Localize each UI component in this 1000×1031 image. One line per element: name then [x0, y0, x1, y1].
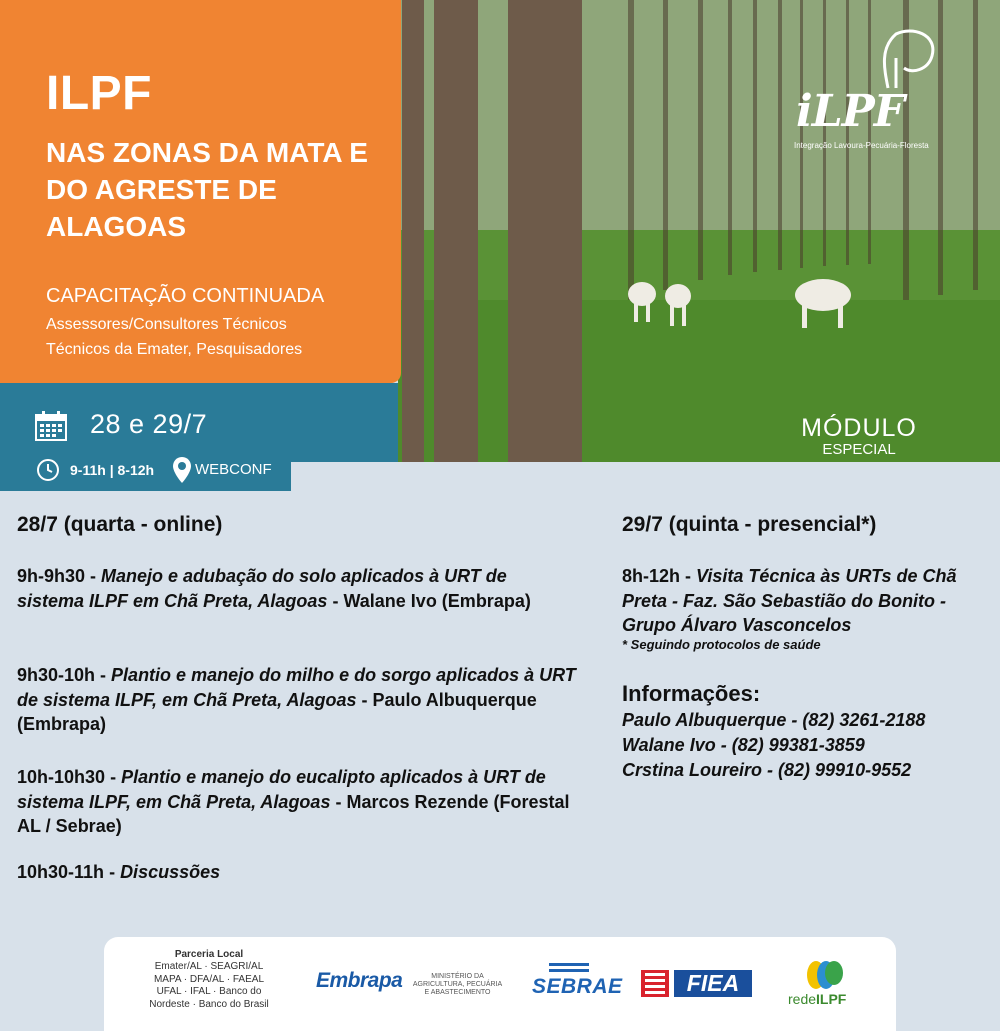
- session-time: 8h-12h: [622, 566, 681, 586]
- logo-word: iLPF: [796, 86, 904, 137]
- course-type: CAPACITAÇÃO CONTINUADA: [46, 285, 325, 307]
- session-topic: Discussões: [120, 862, 221, 882]
- module-label: [798, 414, 920, 458]
- fiea-mark-icon: [641, 970, 669, 997]
- location-pin-icon: [172, 456, 192, 484]
- page-subtitle: NAS ZONAS DA MATA E DO AGRESTE DE ALAGOAS: [46, 137, 368, 242]
- logo-subtitle: Integração Lavoura-Pecuária-Floresta: [794, 141, 929, 150]
- partner-line: Nordeste · Banco do Brasil: [149, 998, 269, 1010]
- partner-line: MAPA · DFA/AL · FAEAL: [153, 973, 265, 985]
- health-note: * Seguindo protocolos de saúde: [622, 637, 821, 652]
- audience-line-1: Assessores/Consultores Técnicos: [46, 316, 287, 333]
- sebrae-logo: SEBRAE: [532, 975, 623, 998]
- embrapa-logo: Embrapa: [316, 969, 403, 992]
- day1-heading: 28/7 (quarta - online): [17, 513, 223, 536]
- event-dates: 28 e 29/7: [90, 409, 208, 439]
- contact-item: Paulo Albuquerque - (82) 3261-2188: [622, 710, 926, 730]
- session-time: 9h30-10h: [17, 665, 96, 685]
- session-item: 8h-12h - Visita Técnica às URTs de Chã Preta - Faz. São Sebastião do Bonito - Grupo Álvaro Vasconcelos: [622, 566, 957, 635]
- contact-item: Walane Ivo - (82) 99381-3859: [622, 735, 865, 755]
- day2-heading: 29/7 (quinta - presencial*): [622, 513, 877, 536]
- rede-ilpf-mark-icon: [804, 959, 844, 991]
- calendar-icon: [35, 411, 67, 441]
- rede-prefix: rede: [788, 991, 817, 1007]
- partner-footer: [104, 937, 896, 1031]
- session-topic: Plantio e manejo do eucalipto aplicados à URT de sistema ILPF, em Chã Preta, Alagoas: [17, 767, 546, 812]
- local-partners: [144, 949, 274, 1011]
- module-line1: MÓDULO: [801, 414, 917, 442]
- info-heading: Informações:: [622, 681, 761, 706]
- time-bar: [0, 451, 291, 491]
- session-speaker: Walane Ivo (Embrapa): [343, 590, 531, 611]
- event-times: 9-11h | 8-12h: [70, 462, 155, 478]
- session-speaker: Marcos Rezende (Forestal AL / Sebrae): [17, 791, 570, 836]
- page-title: ILPF: [46, 67, 152, 120]
- title-box: [0, 0, 401, 383]
- session-item: 10h-10h30 - Plantio e manejo do eucalipto aplicados à URT de sistema ILPF, em Chã Preta, Alagoas - Marcos Rezende (Forestal AL / Sebrae): [17, 767, 570, 836]
- session-topic: Plantio e manejo do milho e do sorgo aplicados à URT de sistema ILPF, em Chã Preta, Alagoas: [17, 665, 576, 710]
- module-line2: ESPECIAL: [822, 441, 896, 458]
- fiea-logo: FIEA: [674, 970, 752, 997]
- ministry-logo: MINISTÉRIO DA AGRICULTURA, PECUÁRIA E ABASTECIMENTO: [412, 973, 503, 996]
- partner-heading: Parceria Local: [174, 949, 244, 960]
- session-item: 9h30-10h - Plantio e manejo do milho e do sorgo aplicados à URT de sistema ILPF, em Chã Preta, Alagoas - Paulo Albuquerque (Embrapa): [17, 665, 576, 734]
- audience-line-2: Técnicos da Emater, Pesquisadores: [46, 341, 303, 358]
- rede-ilpf-logo: [788, 991, 846, 1007]
- event-location: WEBCONF: [195, 461, 272, 478]
- partner-line: UFAL · IFAL · Banco do: [156, 986, 262, 998]
- session-time: 10h-10h30: [17, 767, 106, 787]
- session-item: 10h30-11h - Discussões: [17, 862, 221, 882]
- rede-suffix: ILPF: [816, 991, 847, 1007]
- session-time: 9h-9h30: [17, 566, 86, 586]
- session-item: 9h-9h30 - Manejo e adubação do solo aplicados à URT de sistema ILPF em Chã Preta, Alagoas - Walane Ivo (Embrapa): [17, 566, 531, 611]
- partner-line: Emater/AL · SEAGRI/AL: [154, 961, 264, 973]
- contact-item: Crstina Loureiro - (82) 99910-9552: [622, 760, 912, 780]
- session-topic: Visita Técnica às URTs de Chã Preta - Faz. São Sebastião do Bonito - Grupo Álvaro Vasconcelos: [622, 566, 957, 635]
- ilpf-logo: [792, 28, 952, 158]
- session-speaker: Paulo Albuquerque (Embrapa): [17, 689, 537, 734]
- clock-icon: [36, 458, 60, 482]
- session-topic: Manejo e adubação do solo aplicados à URT de sistema ILPF em Chã Preta, Alagoas: [17, 566, 507, 611]
- sebrae-mark-icon: [549, 963, 589, 975]
- session-time: 10h30-11h: [17, 862, 105, 882]
